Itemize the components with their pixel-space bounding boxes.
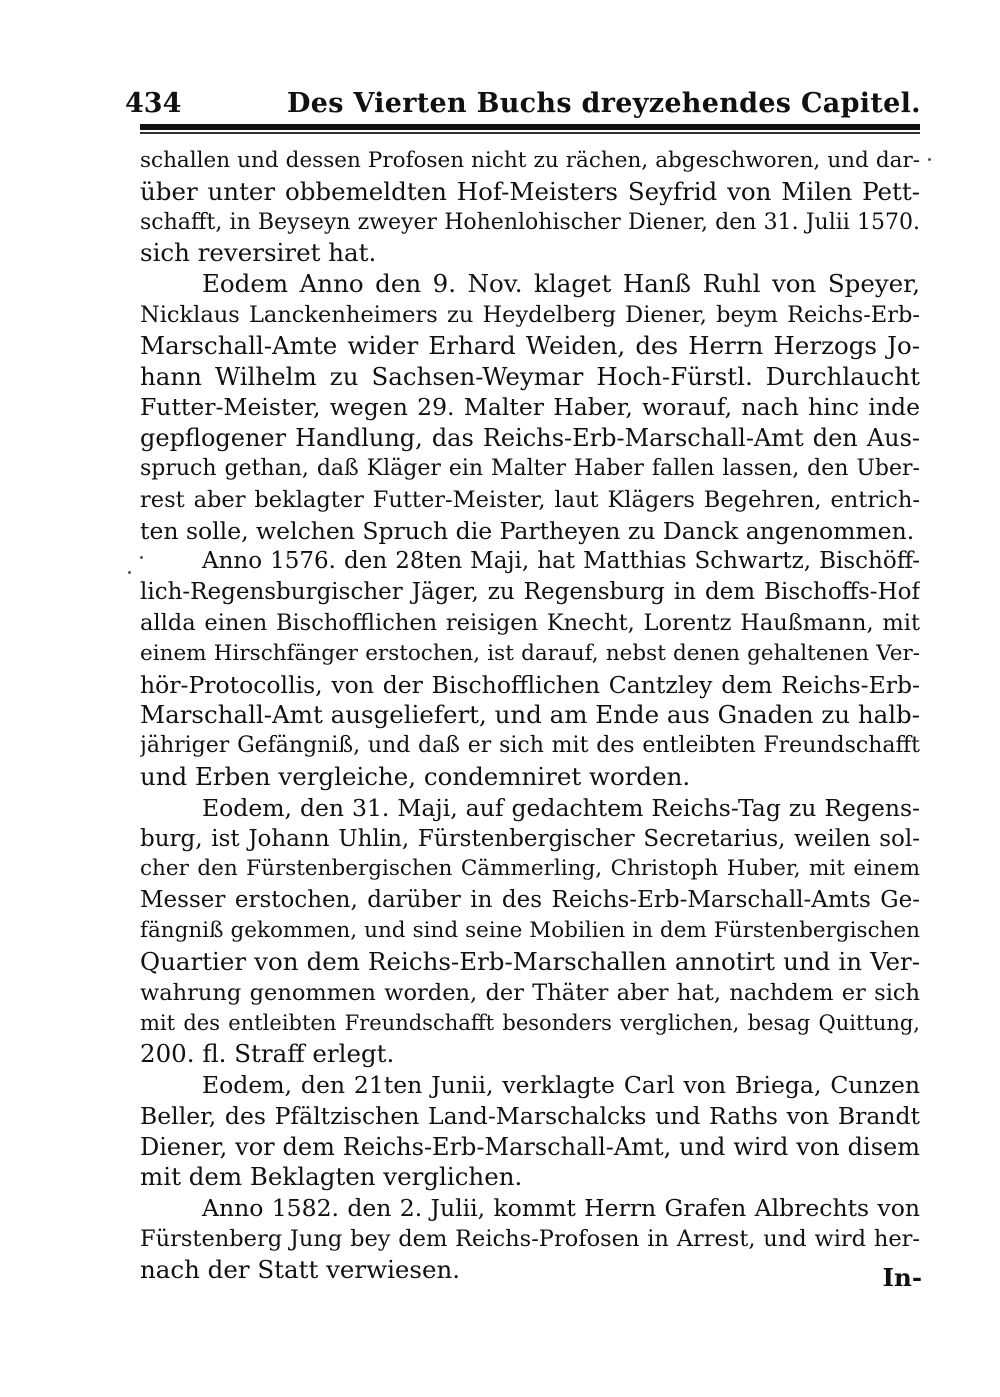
text-line: hör-Protocollis, von der Bischofflichen Cantzley dem Reichs-Erb-	[140, 670, 920, 699]
header-rule-thin	[140, 132, 920, 134]
header-rule	[140, 124, 920, 130]
page-number: 434	[125, 88, 182, 119]
text-line: fängniß gekommen, und sind seine Mobilien in dem Fürstenbergischen	[140, 917, 920, 943]
page-header	[125, 82, 925, 122]
text-line: schallen und dessen Profosen nicht zu rächen, abgeschworen, und dar-	[140, 148, 920, 173]
text-line: Eodem Anno den 9. Nov. klaget Hanß Ruhl von Speyer,	[202, 269, 920, 299]
text-line: Fürstenberg Jung bey dem Reichs-Profosen in Arrest, und wird her-	[140, 1225, 920, 1252]
text-line: wahrung genommen worden, der Thäter aber hat, nachdem er sich	[140, 979, 920, 1006]
text-line: hann Wilhelm zu Sachsen-Weymar Hoch-Fürstl. Durchlaucht	[140, 361, 920, 391]
text-line: ten solle, welchen Spruch die Partheyen zu Danck angenommen.	[140, 516, 915, 545]
text-line: lich-Regensburgischer Jäger, zu Regensburg in dem Bischoffs-Hof	[140, 579, 920, 606]
text-line: Nicklaus Lanckenheimers zu Heydelberg Diener, beym Reichs-Erb-	[140, 301, 920, 328]
text-line: und Erben vergleiche, condemniret worden.	[140, 761, 691, 791]
text-line: über unter obbemeldten Hof-Meisters Seyfrid von Milen Pett-	[140, 176, 920, 206]
text-line: 200. fl. Straff erlegt.	[140, 1039, 395, 1069]
text-line: Diener, vor dem Reichs-Erb-Marschall-Amt, und wird von disem	[140, 1132, 920, 1161]
text-line: Futter-Meister, wegen 29. Malter Haber, worauf, nach hinc inde	[140, 393, 920, 422]
text-line: nach der Statt verwiesen.	[140, 1254, 461, 1284]
text-line: gepflogener Handlung, das Reichs-Erb-Marschall-Amt den Aus-	[140, 424, 920, 453]
text-line: jähriger Gefängniß, und daß er sich mit des entleibten Freundschafft	[140, 733, 920, 759]
text-line: Anno 1576. den 28ten Maji, hat Matthias Schwartz, Bischöff-	[202, 548, 920, 575]
text-line: einem Hirschfänger erstochen, ist darauf, nebst denen gehaltenen Ver-	[140, 640, 920, 666]
text-line: mit des entleibten Freundschafft besonders verglichen, besag Quittung,	[140, 1011, 920, 1036]
text-line: Quartier von dem Reichs-Erb-Marschallen annotirt und in Ver-	[140, 946, 920, 976]
text-line: allda einen Bischofflichen reisigen Knecht, Lorentz Haußmann, mit	[140, 609, 920, 636]
text-line: Messer erstochen, darüber in des Reichs-Erb-Marschall-Amts Ge-	[140, 887, 920, 914]
catchword: In-	[882, 1263, 922, 1292]
body-text	[140, 146, 920, 1285]
text-line: spruch gethan, daß Kläger ein Malter Haber fallen lassen, den Uber-	[140, 455, 920, 481]
text-line: mit dem Beklagten verglichen.	[140, 1162, 523, 1192]
paper-speck	[140, 556, 143, 559]
text-line: Marschall-Amte wider Erhard Weiden, des Herrn Herzogs Jo-	[140, 330, 920, 360]
text-line: burg, ist Johann Uhlin, Fürstenbergischer Secretarius, weilen sol-	[140, 825, 920, 852]
paper-speck	[928, 158, 931, 161]
text-line: schafft, in Beyseyn zweyer Hohenlohischer Diener, den 31. Julii 1570.	[140, 209, 920, 235]
text-line: Eodem, den 21ten Junii, verklagte Carl von Briega, Cunzen	[202, 1070, 920, 1099]
text-line: Beller, des Pfältzischen Land-Marschalcks und Raths von Brandt	[140, 1101, 920, 1130]
text-line: sich reversiret hat.	[140, 238, 377, 268]
paper-speck	[128, 571, 131, 574]
running-head: Des Vierten Buchs dreyzehendes Capitel.	[287, 88, 921, 119]
text-line: cher den Fürstenbergischen Cämmerling, Christoph Huber, mit einem	[140, 856, 920, 882]
text-line: Anno 1582. den 2. Julii, kommt Herrn Grafen Albrechts von	[202, 1194, 920, 1223]
text-line: rest aber beklagter Futter-Meister, laut Klägers Begehren, entrich-	[140, 486, 920, 513]
text-line: Marschall-Amt ausgeliefert, und am Ende aus Gnaden zu halb-	[140, 700, 920, 730]
text-line: Eodem, den 31. Maji, auf gedachtem Reichs-Tag zu Regens-	[202, 793, 920, 822]
